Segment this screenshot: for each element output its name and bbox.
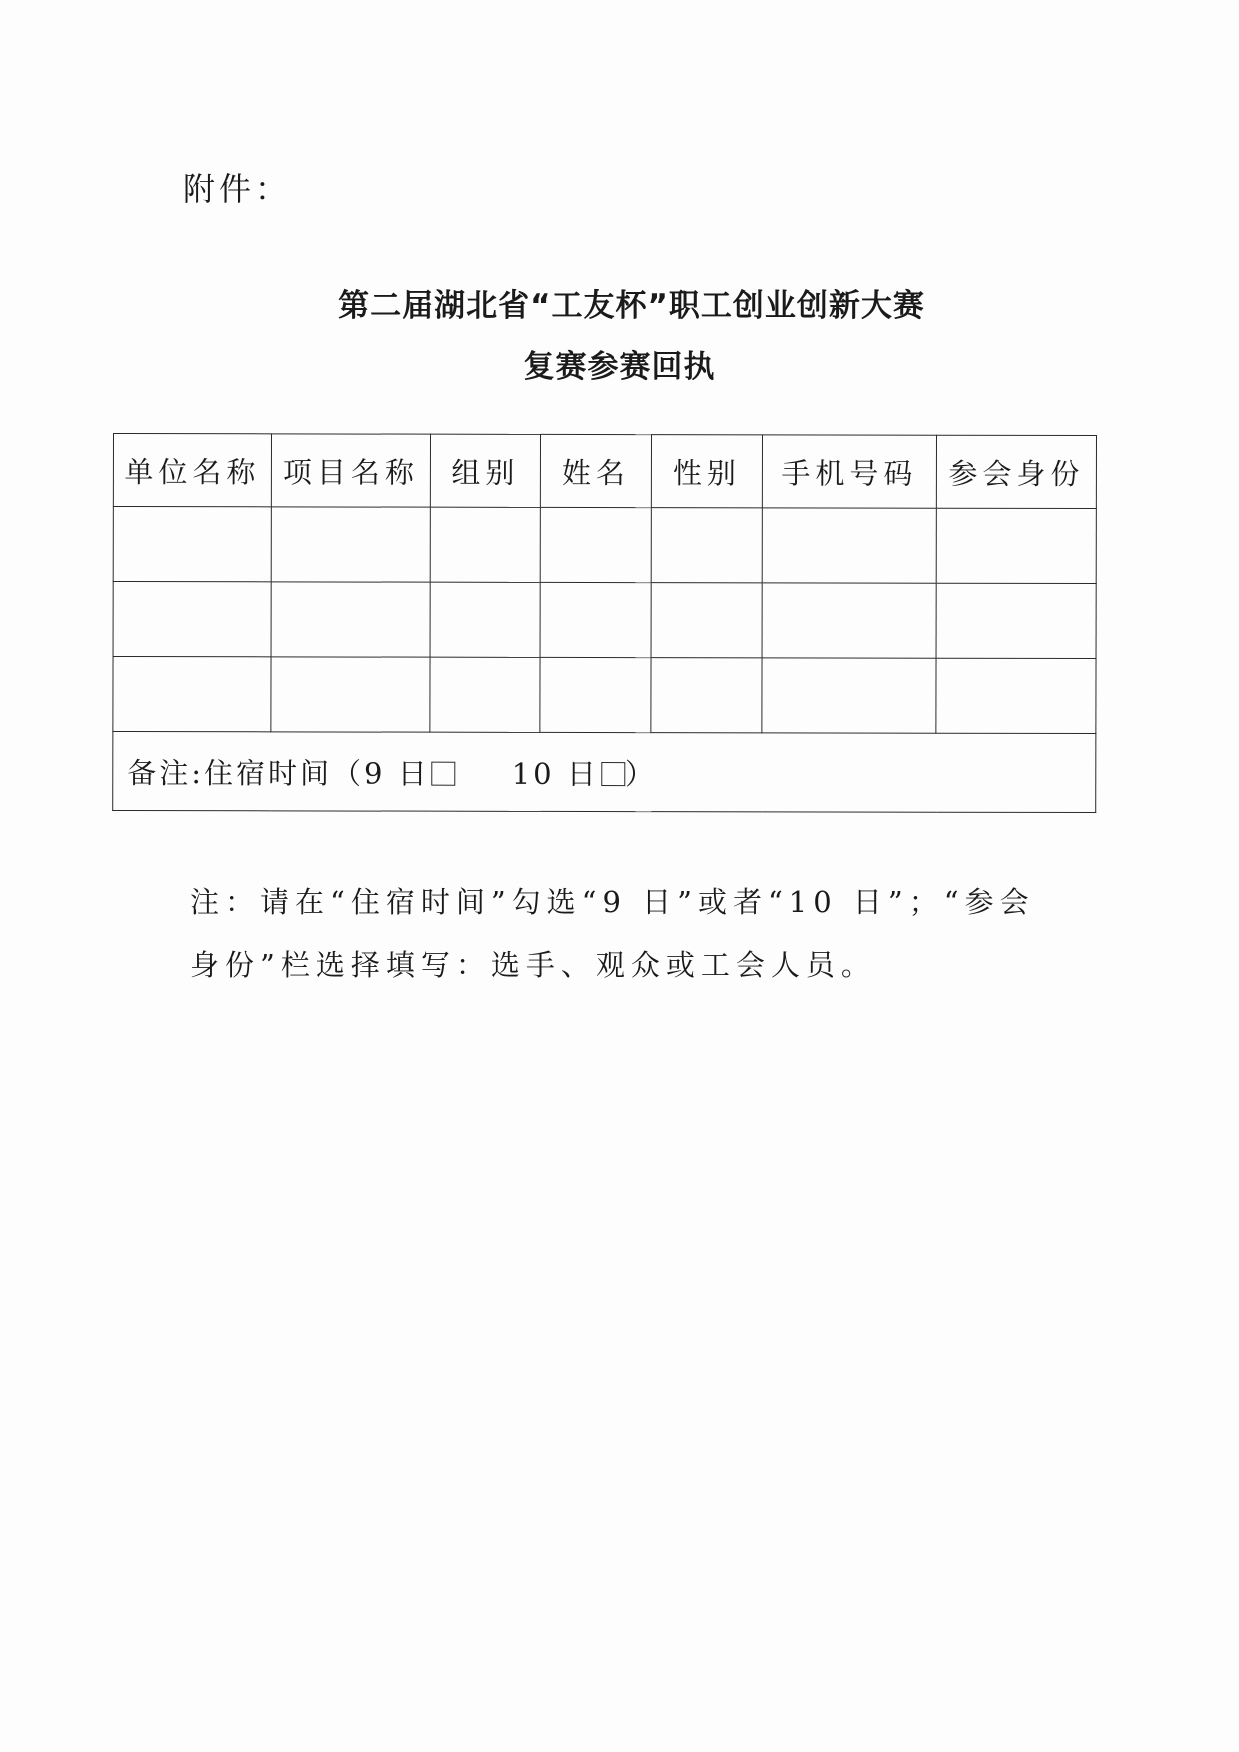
option-10-label: 10 日	[511, 756, 599, 791]
cell-project-name[interactable]	[271, 507, 430, 582]
cell-phone[interactable]	[762, 508, 936, 583]
cell-gender[interactable]	[651, 583, 762, 658]
remark-prefix: 备注:住宿时间（	[127, 755, 365, 791]
table-row	[113, 657, 1096, 734]
header-name: 姓名	[540, 434, 651, 507]
header-unit-name: 单位名称	[113, 434, 271, 507]
header-gender: 性别	[651, 435, 762, 508]
registration-form-table	[112, 433, 1097, 813]
remark-cell	[113, 732, 1096, 813]
cell-attendee-role[interactable]	[936, 583, 1096, 658]
header-group: 组别	[430, 434, 540, 507]
cell-unit-name[interactable]	[113, 507, 271, 582]
cell-attendee-role[interactable]	[936, 508, 1096, 583]
cell-phone[interactable]	[762, 583, 936, 658]
note-line-1: 注：请在“住宿时间”勾选“9 日”或者“10 日”；“参会	[190, 885, 1035, 919]
cell-name[interactable]	[540, 507, 651, 582]
header-phone: 手机号码	[762, 435, 936, 508]
cell-attendee-role[interactable]	[936, 658, 1096, 733]
document-title: 第二届湖北省“工友杯”职工创业创新大赛	[338, 288, 925, 324]
cell-group[interactable]	[430, 582, 540, 657]
cell-phone[interactable]	[762, 658, 936, 733]
attachment-label: 附件：	[183, 170, 292, 208]
cell-name[interactable]	[540, 657, 651, 732]
checkbox-9-day[interactable]	[432, 761, 456, 785]
cell-gender[interactable]	[651, 508, 762, 583]
table-row	[113, 507, 1096, 584]
table-row	[113, 582, 1096, 659]
cell-project-name[interactable]	[271, 657, 430, 732]
header-attendee-role: 参会身份	[936, 435, 1096, 508]
document-subtitle: 复赛参赛回执	[523, 349, 716, 385]
cell-group[interactable]	[430, 507, 540, 582]
checkbox-10-day[interactable]	[601, 762, 625, 786]
cell-gender[interactable]	[651, 658, 762, 733]
header-project-name: 项目名称	[271, 434, 430, 507]
remark-row	[113, 732, 1096, 813]
cell-unit-name[interactable]	[113, 582, 271, 657]
note-line-2: 身份”栏选择填写：选手、观众或工会人员。	[190, 948, 876, 982]
cell-group[interactable]	[430, 657, 540, 732]
cell-name[interactable]	[540, 582, 651, 657]
cell-project-name[interactable]	[271, 582, 430, 657]
option-9-label: 9 日	[364, 756, 430, 791]
remark-suffix: ）	[624, 756, 657, 791]
cell-unit-name[interactable]	[113, 657, 271, 732]
table-header-row	[113, 434, 1096, 509]
